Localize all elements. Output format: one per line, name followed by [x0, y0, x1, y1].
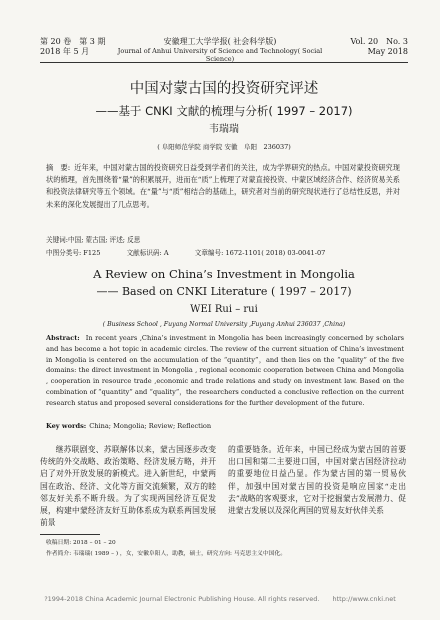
- paper-subtitle-zh: ——基于 CNKI 文献的梳理与分析( 1997 – 2017): [95, 104, 353, 118]
- author-name-en: WEI Rui – rui: [190, 304, 258, 315]
- document-code: 文献标识码: A: [126, 249, 169, 257]
- paper-title-en: A Review on China’s Investment in Mongolia: [93, 267, 355, 281]
- running-header-center: [110, 37, 330, 63]
- abstract-zh-text: 近年来，中国对蒙古国的投资研究日益受到学者们的关注，成为学界研究的热点。中国对蒙投资研究现状的梳理，首先围绕着“量”的积累展开，进而在“质”上梳理了对蒙直接投资、中蒙区域经济合作、经济贸易关系和投资法律研究等五个领域。在“量”与“质”相结合的基础上，研究者对当前的研究现状进行了总结性反思，并对未来的深化发展提出了几点思考。: [46, 163, 400, 209]
- footnote-received-date: 收稿日期: 2018 – 01 – 20: [46, 540, 116, 546]
- footnote-author-bio: 作者简介: 韦瑞瑞( 1989 – ) ，女，安徽阜阳人，助教，硕士，研究方向: 马克思主义中国化。: [46, 551, 287, 557]
- paper-subtitle-en: —— Based on CNKI Literature ( 1997 – 2017): [96, 285, 352, 298]
- affiliation-en: ( Business School , Fuyang Normal University ,Fuyang Anhui 236037 ,China): [102, 321, 346, 328]
- abstract-en-label: Abstract:: [46, 334, 80, 342]
- journal-name-en: Journal of Anhui University of Science and Technology( Social Science): [117, 47, 323, 63]
- keywords-zh: [46, 236, 140, 245]
- journal-name-zh: 安徽理工大学学报( 社会科学版): [163, 37, 277, 46]
- volume-issue: 第 20 卷 第 3 期: [40, 37, 106, 46]
- abstract-zh-label: 摘 要:: [46, 163, 71, 172]
- paper-title-zh: 中国对蒙古国的投资研究评述: [129, 81, 319, 97]
- abstract-en-text: In recent years ,China’s investment in Mongolia has been increasingly concerned by scholars and has become a hot topic in academic circles. The review of the current situation of China’s investment in Mongolia is centered on the accumulation of the “quantity”，and then lies on the “quality” of the five domains: the direct investment in Mongolia , regional economic cooperation between China and Mongolia , cooperation in resource trade ,economic and trade relations and study on investment law. Based on the combination of “quantity” and “quality”，the researchers conducted a conclusive reflection on the current research status and proposed several considerations for the further development of the future.: [46, 334, 404, 407]
- volume-number-en: Vol. 20 No. 3: [350, 37, 408, 46]
- body-column-right: 的重要链条。近年来，中国已经成为蒙古国的首要出口国和第二主要进口国，中国对蒙古国经济拉动的重要地位日益凸显。作为蒙古国的第一贸易伙伴，加强中国对蒙古国的投资是响应国家“走出去”战略的客观要求，它对于挖掘蒙古发展潜力、促进蒙古发展以及深化两国的贸易友好伙伴关系: [228, 445, 406, 516]
- keywords-en-label: Key words:: [46, 422, 87, 430]
- running-header-right: [350, 37, 408, 57]
- article-number: 文章编号: 1672-1101( 2018) 03-0041-07: [194, 249, 326, 257]
- classification-line: [46, 249, 406, 258]
- publication-date-zh: 2018 年 5 月: [40, 47, 90, 56]
- header-rule: [40, 62, 408, 63]
- author-name-zh: 韦瑞瑞: [209, 124, 239, 135]
- keywords-zh-text: 中国; 蒙古国; 评述; 反思: [68, 236, 141, 244]
- running-header-left: [40, 37, 105, 57]
- affiliation-zh: ( 阜阳师范学院 商学院 安徽 阜阳 236037): [157, 143, 291, 151]
- keywords-en-text: China; Mongolia; Review; Reflection: [89, 422, 212, 430]
- keywords-en: [46, 422, 211, 431]
- copyright-footer: ?1994-2018 China Academic Journal Electronic Publishing House. All rights reserved. http://www.cnki.net: [44, 595, 396, 603]
- body-column-left: 继苏联剧变、苏联解体以来，蒙古国逐步改变传统的外交战略、政治策略、经济发展方略，并开启了对外开放发展的新模式。进入新世纪，中蒙两国在政治、经济、文化等方面交流频繁，双方的睦邻友好关系不断升级。为了实现两国经济互促发展，构建中蒙经济友好互助体系成为联系两国发展前景: [40, 445, 216, 528]
- footnote-rule: [40, 534, 100, 535]
- keywords-zh-label: 关键词:: [46, 236, 69, 244]
- abstract-zh: [46, 162, 400, 211]
- publication-date-en: May 2018: [367, 47, 408, 56]
- abstract-en: [46, 333, 404, 409]
- clc-number: 中图分类号: F125: [46, 249, 101, 257]
